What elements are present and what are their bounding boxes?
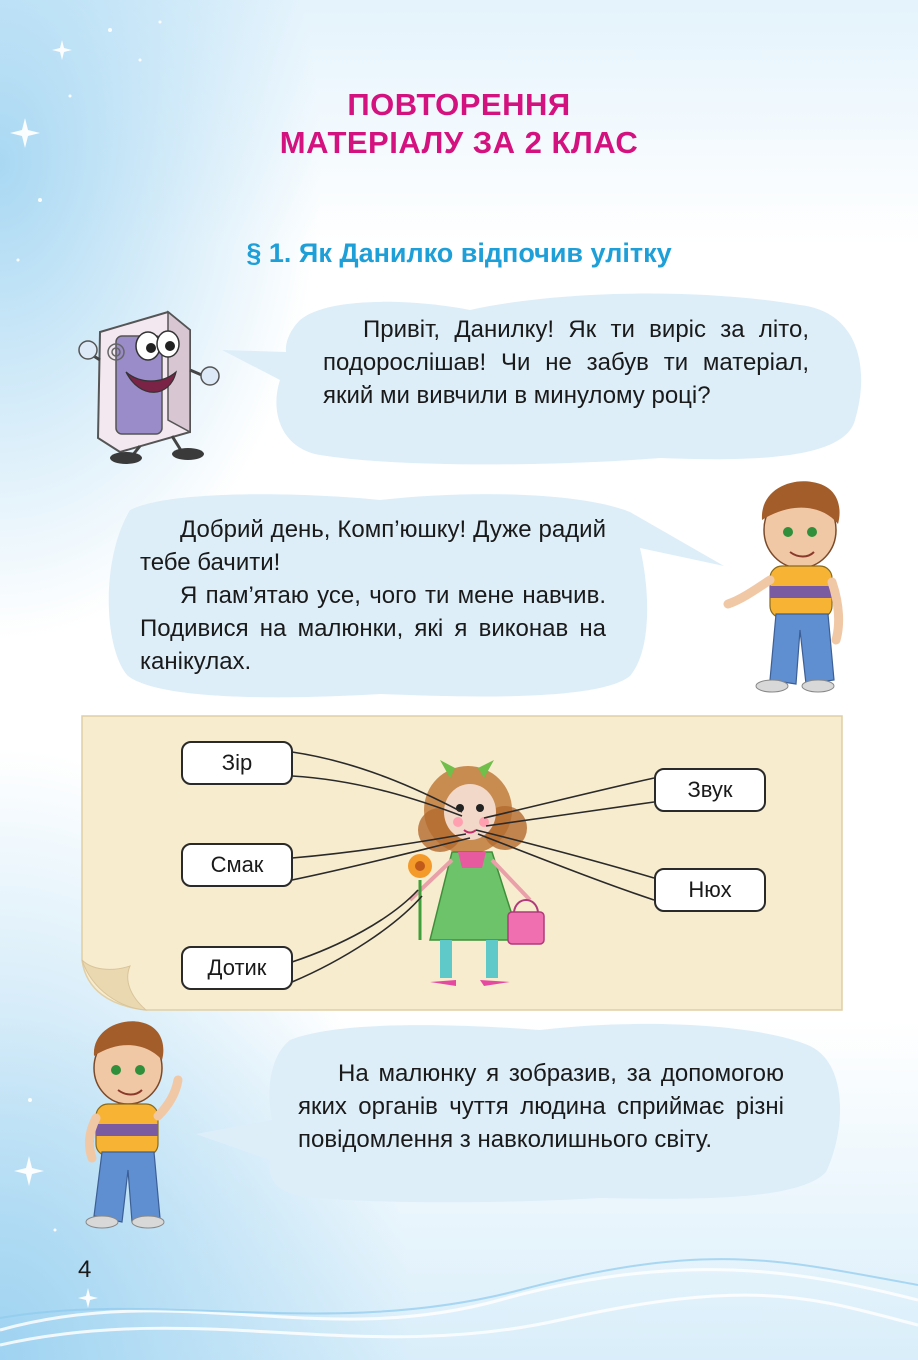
boy-explanation-text bbox=[298, 1057, 784, 1156]
chapter-title-line1: ПОВТОРЕННЯ bbox=[347, 87, 571, 122]
boy-explanation-paragraph: На малюнку я зобразив, за допомогою яких органів чуття людина сприймає різні повідомлення з навколишнього світу. bbox=[298, 1060, 784, 1153]
sense-label-smell: Нюх bbox=[654, 868, 766, 912]
sense-label-touch: Дотик bbox=[181, 946, 293, 990]
chapter-title-line2: МАТЕРІАЛУ ЗА 2 КЛАС bbox=[279, 125, 639, 160]
computer-speech-paragraph: Привіт, Данилку! Як ти виріс за літо, подорослішав! Чи не забув ти матеріал, який ми вивчили в минулому році? bbox=[323, 316, 809, 409]
sense-label-sight: Зір bbox=[181, 741, 293, 785]
sense-label-sound: Звук bbox=[654, 768, 766, 812]
section-title: § 1. Як Данилко відпочив улітку bbox=[246, 238, 672, 268]
sense-label-taste: Смак bbox=[181, 843, 293, 887]
boy-greeting-paragraph-2: Я пам’ятаю усе, чого ти мене навчив. Подивися на малюнки, які я виконав на канікулах. bbox=[140, 582, 606, 675]
page-number: 4 bbox=[78, 1256, 92, 1283]
boy-greeting-paragraph-1: Добрий день, Комп’юшку! Дуже радий тебе бачити! bbox=[140, 516, 606, 576]
